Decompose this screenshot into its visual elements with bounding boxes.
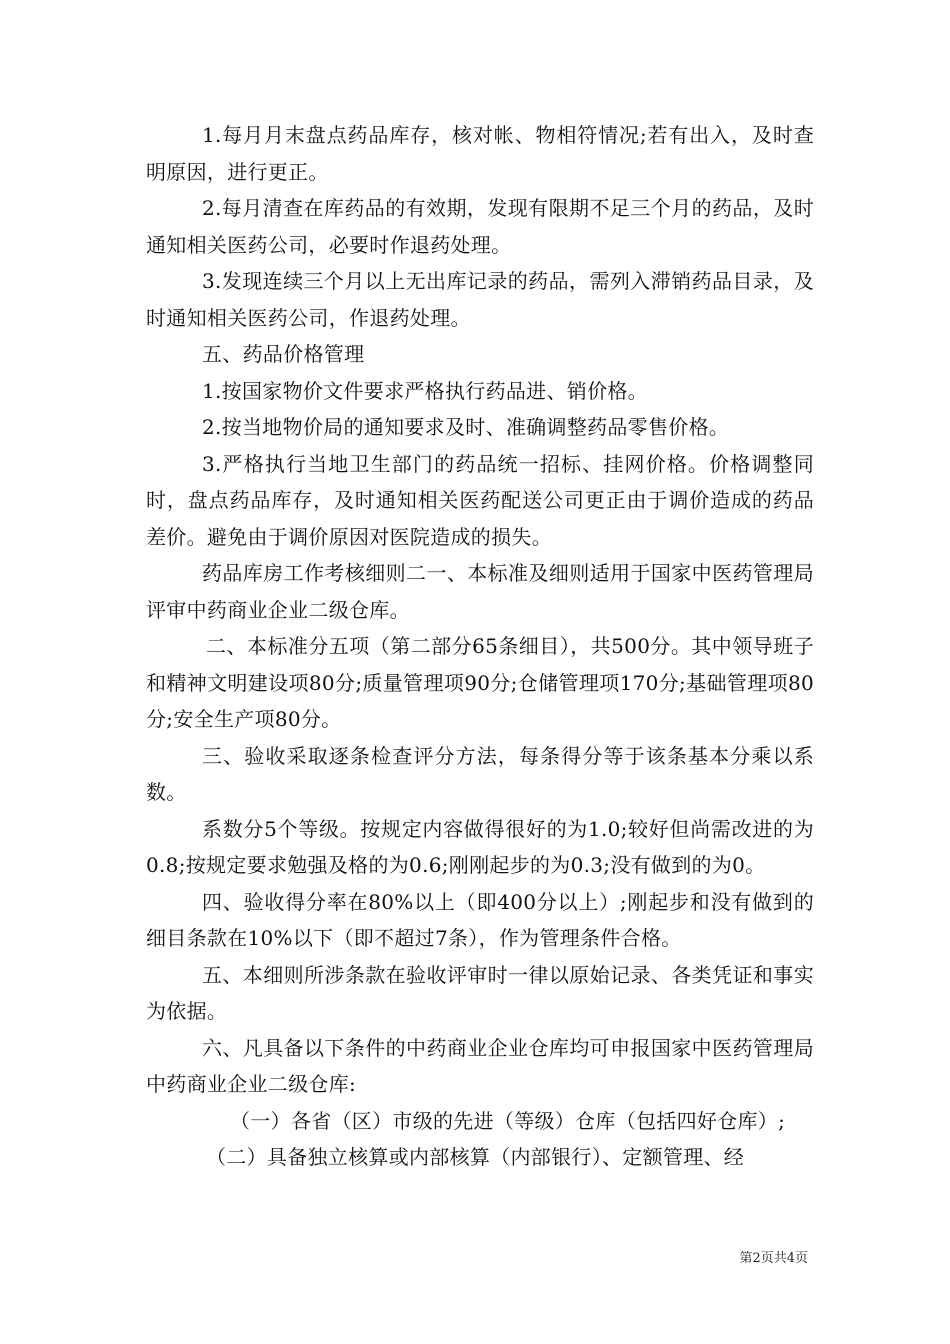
paragraph-price-rule-2: 2.按当地物价局的通知要求及时、准确调整药品零售价格。 — [202, 415, 730, 439]
paragraph-application-conditions: 六、凡具备以下条件的中药商业企业仓库均可申报国家中医药管理局中药商业企业二级仓库: — [146, 1035, 814, 1096]
page-number-footer: 第2页共4页 — [739, 1251, 808, 1266]
paragraph-price-rule-1: 1.按国家物价文件要求严格执行药品进、销价格。 — [202, 378, 648, 403]
paragraph-price-rule-3: 3.严格执行当地卫生部门的药品统一招标、挂网价格。价格调整同时，盘点药品库存，及时通知相关医药配送公司更正由于调价造成的药品差价。避免由于调价原因对医院造成的损失。 — [146, 451, 814, 549]
section-heading-price-management: 五、药品价格管理 — [202, 342, 365, 366]
paragraph-slow-moving: 3.发现连续三个月以上无出库记录的药品，需列入滞销药品目录，及时通知相关医药公司，作退药处理。 — [146, 269, 814, 330]
paragraph-pass-criteria: 四、验收得分率在80%以上（即400分以上）;刚起步和没有做到的细目条款在10%以下（即不超过7条），作为管理条件合格。 — [146, 889, 814, 950]
paragraph-expiry-check: 2.每月清查在库药品的有效期，发现有限期不足三个月的药品，及时通知相关医药公司，必要时作退药处理。 — [146, 196, 814, 257]
paragraph-assessment-scope: 药品库房工作考核细则二一、本标准及细则适用于国家中医药管理局评审中药商业企业二级仓库。 — [146, 561, 814, 622]
list-item-condition-2: （二）具备独立核算或内部核算（内部银行）、定额管理、经 — [206, 1145, 745, 1169]
paragraph-evidence-basis: 五、本细则所涉条款在验收评审时一律以原始记录、各类凭证和事实为依据。 — [146, 962, 814, 1023]
document-body — [146, 117, 814, 1176]
paragraph-score-items: 二、本标准分五项（第二部分65条细目），共500分。其中领导班子和精神文明建设项80分;质量管理项90分;仓储管理项170分;基础管理项80分;安全生产项80分。 — [146, 634, 814, 731]
paragraph-inventory-monthly-check: 1.每月月末盘点药品库存，核对帐、物相符情况;若有出入，及时查明原因，进行更正。 — [146, 123, 814, 184]
list-item-condition-1: （一）各省（区）市级的先进（等级）仓库（包括四好仓库）; — [230, 1108, 786, 1133]
paragraph-scoring-method: 三、验收采取逐条检查评分方法，每条得分等于该条基本分乘以系数。 — [146, 743, 814, 804]
paragraph-coefficient-levels: 系数分5个等级。按规定内容做得很好的为1.0;较好但尚需改进的为0.8;按规定要求勉强及格的为0.6;刚刚起步的为0.3;没有做到的为0。 — [146, 816, 814, 877]
